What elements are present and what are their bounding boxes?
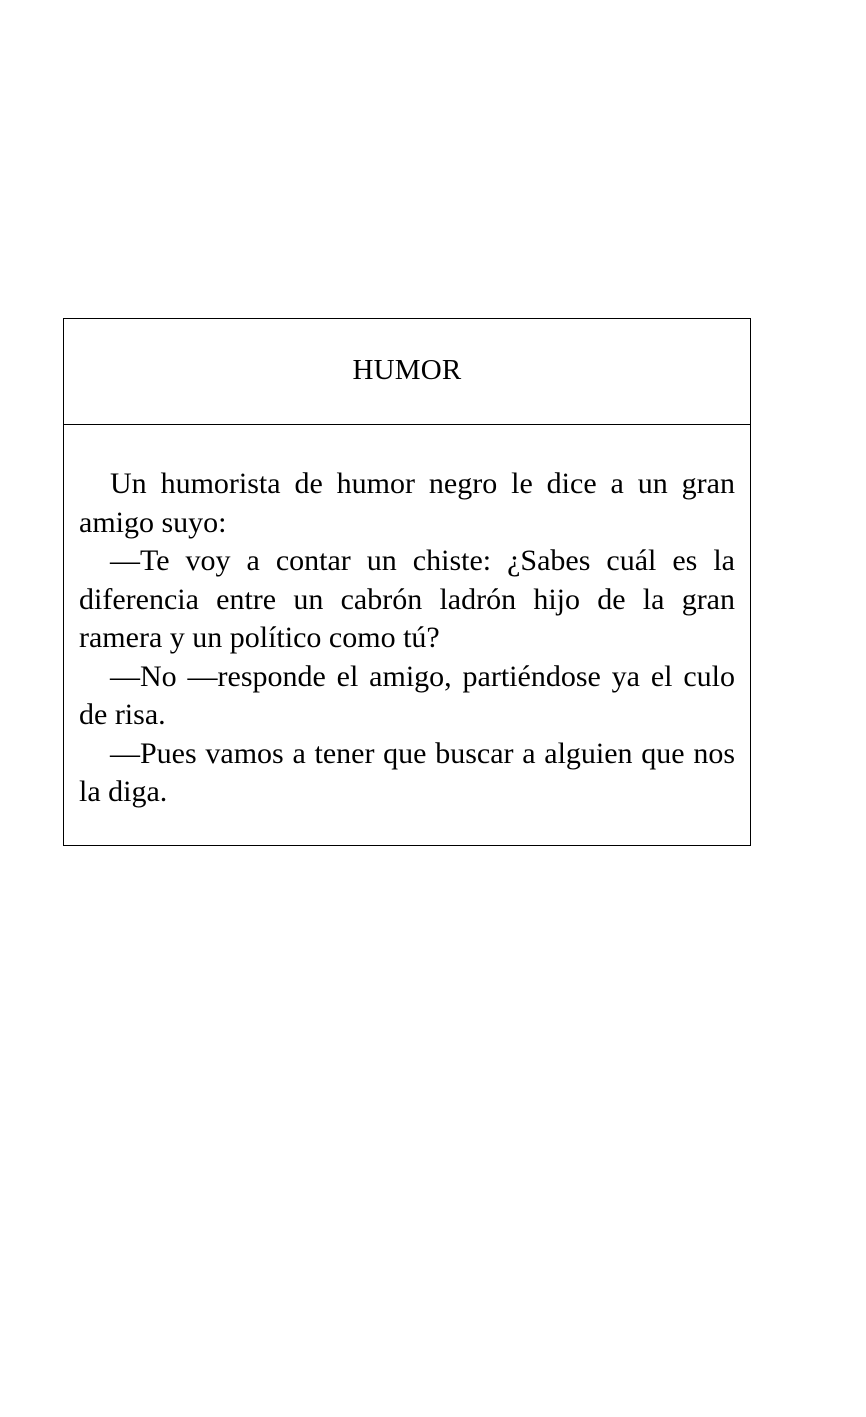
paragraph-4: —Pues vamos a tener que buscar a alguien que nos la diga. (79, 736, 735, 808)
framed-text-box (63, 318, 751, 846)
box-header (64, 319, 750, 425)
paragraph-3: —No —responde el amigo, partiéndose ya el culo de risa. (79, 659, 735, 731)
paragraph-1: Un humorista de humor negro le dice a un gran amigo suyo: (79, 467, 735, 539)
paragraph-2: —Te voy a contar un chiste: ¿Sabes cuál es la diferencia entre un cabrón ladrón hijo de la gran ramera y un político como tú? (79, 544, 735, 654)
document-title: HUMOR (352, 354, 462, 386)
box-body (64, 425, 750, 812)
